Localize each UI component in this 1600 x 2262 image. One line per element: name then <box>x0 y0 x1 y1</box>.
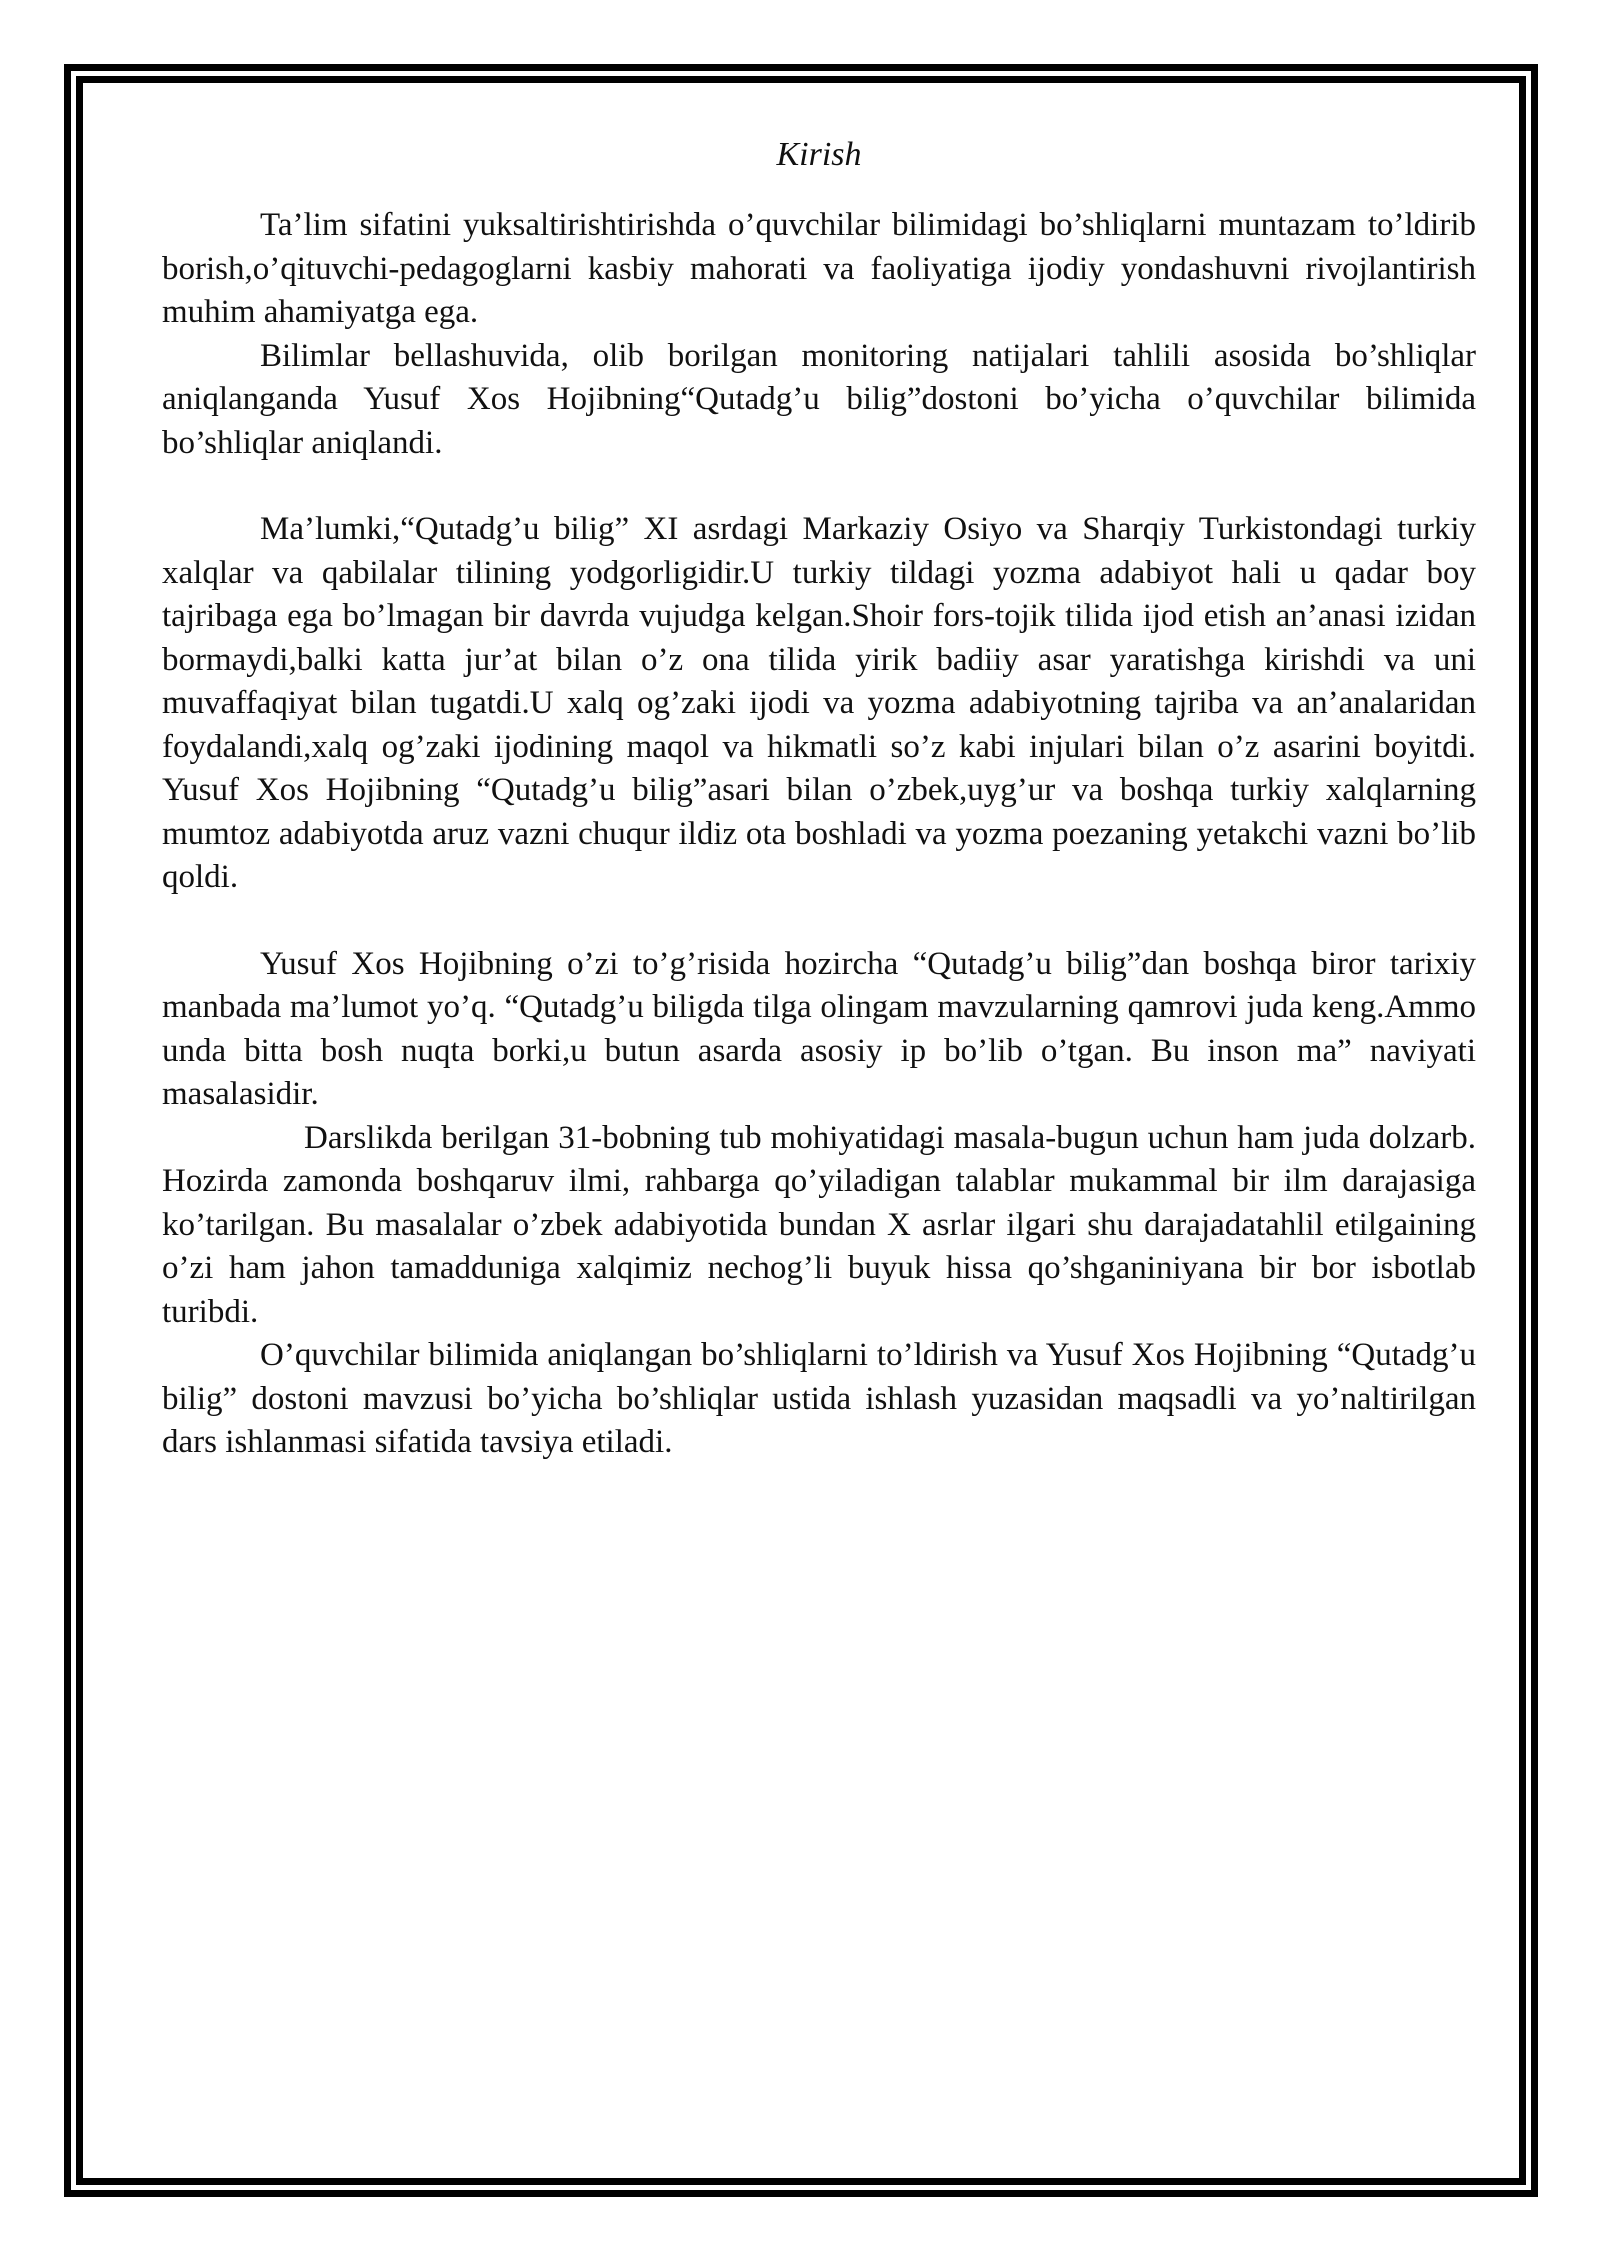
paragraph-5: Darslikda berilgan 31-bobning tub mohiyatidagi masala-bugun uchun ham juda dolzarb. Hozirda zamonda boshqaruv ilmi, rahbarga qo’yiladigan talablar mukammal bir ilm darajasiga ko’tarilgan. Bu masalalar o’zbek adabiyotida bundan X asrlar ilgari shu darajadatahlil etilgaining o’zi ham jahon tamadduniga xalqimiz nechog’li buyuk hissa qo’shganiniyana bir bor isbotlab turibdi. <box>162 1119 1476 1330</box>
paragraph-1: Ta’lim sifatini yuksaltirishtirishda o’quvchilar bilimidagi bo’shliqlarni muntazam to’ldirib borish,o’qituvchi-pedagoglarni kasbiy mahorati va faoliyatiga ijodiy yondashuvni rivojlantirish muhim ahamiyatga ega. <box>162 207 1476 330</box>
paragraph-3: Ma’lumki,“Qutadg’u bilig” XI asrdagi Markaziy Osiyo va Sharqiy Turkistondagi turkiy xalqlar va qabilalar tilining yodgorligidir.U turkiy tildagi yozma adabiyot hali u qadar boy tajribaga ega bo’lmagan bir davrda vujudga kelgan.Shoir fors-tojik tilida ijod etish an’anasi izidan bormaydi,balki katta jur’at bilan o’z ona tilida yirik badiiy asar yaratishga kirishdi va uni muvaffaqiyat bilan tugatdi.U xalq og’zaki ijodi va yozma adabiyotning tajriba va an’analaridan foydalandi,xalq og’zaki ijodining maqol va hikmatli so’z kabi injulari bilan o’z asarini boyitdi. Yusuf Xos Hojibning “Qutadg’u bilig”asari bilan o’zbek,uyg’ur va boshqa turkiy xalqlarning mumtoz adabiyotda aruz vazni chuqur ildiz ota boshladi va yozma poezaning yetakchi vazni bo’lib qoldi. <box>162 511 1476 895</box>
paragraph-4: Yusuf Xos Hojibning o’zi to’g’risida hozircha “Qutadg’u bilig”dan boshqa biror tarixiy manbada ma’lumot yo’q. “Qutadg’u biligda tilga olingam mavzularning qamrovi juda keng.Ammo unda bitta bosh nuqta borki,u butun asarda asosiy ip bo’lib o’tgan. Bu inson ma” naviyati masalasidir. <box>162 945 1476 1112</box>
paragraph-2: Bilimlar bellashuvida, olib borilgan monitoring natijalari tahlili asosida bo’shliqlar aniqlanganda Yusuf Xos Hojibning“Qutadg’u bilig”dostoni bo’yicha o’quvchilar bilimida bo’shliqlar aniqlandi. <box>162 337 1476 461</box>
document-body <box>162 130 1476 1465</box>
document-title: Kirish <box>776 136 862 173</box>
paragraph-6: O’quvchilar bilimida aniqlangan bo’shliqlarni to’ldirish va Yusuf Xos Hojibning “Qutadg’u bilig” dostoni mavzusi bo’yicha bo’shliqlar ustida ishlash yuzasidan maqsadli va yo’naltirilgan dars ishlanmasi sifatida tavsiya etiladi. <box>162 1337 1476 1460</box>
